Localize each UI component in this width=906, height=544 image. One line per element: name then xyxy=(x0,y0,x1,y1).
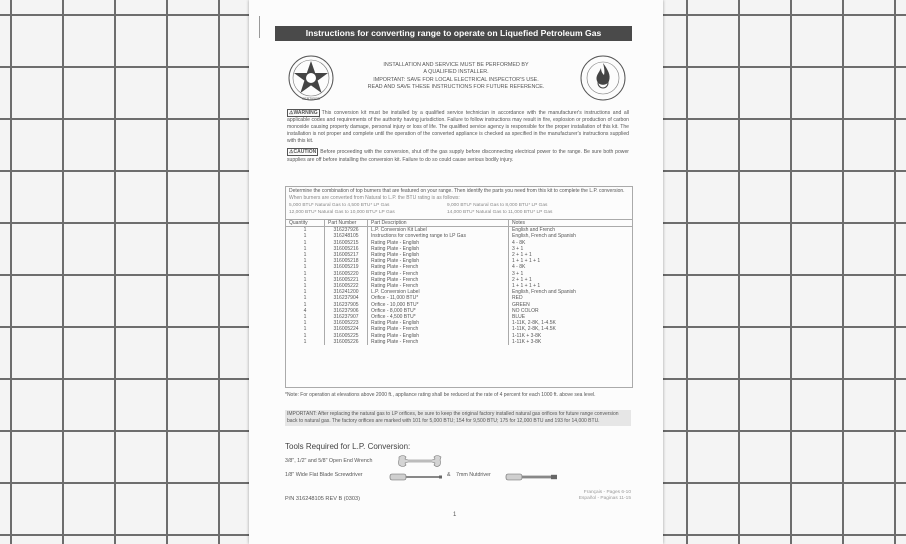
cell-description: Rating Plate - French xyxy=(368,264,509,270)
cell-notes: English and French xyxy=(509,227,633,234)
cell-part-number: 316005216 xyxy=(325,246,368,252)
important-notice: IMPORTANT: After replacing the natural gas to LP orifices, be sure to keep the original factory installed natural gas orifices for future range conversion back to natural gas. The factory orifices are marked with 101 for 5,000 BTU; 154 for 9,500 BTU; 175 for 12,000 BTU and 193 for 14,000 BTU. xyxy=(285,410,631,426)
cell-part-number: 316005215 xyxy=(325,240,368,246)
nutdriver-icon xyxy=(505,472,559,482)
page-crease xyxy=(259,16,260,38)
warning-section xyxy=(287,109,629,167)
cell-part-number: 316005221 xyxy=(325,277,368,283)
cell-part-number: 316005217 xyxy=(325,252,368,258)
tool-screwdriver-text: 1/8" Wide Flat Blade Screwdriver xyxy=(285,472,363,478)
cell-description: Orifice - 8,000 BTU* xyxy=(368,308,509,314)
cell-description: Orifice - 10,000 BTU* xyxy=(368,302,509,308)
cell-part-number: 316005219 xyxy=(325,264,368,270)
cell-notes: 1-11K + 3-8K xyxy=(509,333,633,339)
cell-quantity: 1 xyxy=(303,295,307,302)
cert-logo-text: CERTIFIED xyxy=(302,97,320,101)
cell-description: Orifice - 4,500 BTU* xyxy=(368,314,509,320)
cell-description: L.P. Conversion Kit Label xyxy=(368,227,509,234)
cell-part-number: 316248105 xyxy=(325,233,368,239)
cell-quantity: 1 xyxy=(303,252,307,259)
spanish-pages: Español - Paginas 11-15 xyxy=(578,496,631,502)
cell-notes: English, French and Spanish xyxy=(509,289,633,295)
cell-notes: 1 + 1 + 1 + 1 xyxy=(509,258,633,264)
cell-quantity: 4 xyxy=(303,307,307,314)
parts-table xyxy=(286,219,632,345)
intro-line: READ AND SAVE THESE INSTRUCTIONS FOR FUTURE REFERENCE. xyxy=(367,84,545,91)
determine-text: Determine the combination of top burners that are featured on your range. Then identify the parts you need from this kit to complete the L.P. conversion. When burners are converted from Natural to L.P. the BTU rating is as follows: xyxy=(289,188,625,201)
cell-part-number: 316237926 xyxy=(325,227,368,234)
cell-description: Rating Plate - French xyxy=(368,277,509,283)
cell-notes: BLUE xyxy=(509,314,633,320)
cell-part-number: 316237904 xyxy=(325,295,368,301)
cell-description: Rating Plate - French xyxy=(368,339,509,345)
alert-triangle-icon: ⚠ xyxy=(289,149,294,156)
parts-table-body xyxy=(286,227,632,345)
header-part-number: Part Number xyxy=(325,220,368,227)
cell-quantity: 1 xyxy=(303,326,307,333)
cell-quantity: 1 xyxy=(303,320,307,327)
instruction-sheet xyxy=(249,0,663,544)
cell-part-number: 316237905 xyxy=(325,302,368,308)
cell-part-number: 316005225 xyxy=(325,333,368,339)
cell-notes: 1-11K + 3-8K xyxy=(509,339,633,345)
cell-description: Instructions for converting range to LP Gas xyxy=(368,233,509,239)
cell-part-number: 316005226 xyxy=(325,339,368,345)
cell-description: Rating Plate - English xyxy=(368,320,509,326)
cell-notes: NO COLOR xyxy=(509,308,633,314)
cell-part-number: 316005224 xyxy=(325,326,368,332)
warning-label: ⚠WARNING xyxy=(289,110,318,116)
tools-heading: Tools Required for L.P. Conversion: xyxy=(285,442,411,451)
conversion-item: 5,000 BTU* Natural Gas to 4,500 BTU* LP Gas xyxy=(289,203,390,208)
header-notes: Notes xyxy=(509,220,633,227)
cell-part-number: 316237907 xyxy=(325,314,368,320)
tool-wrench-text: 3/8", 1/2" and 5/8" Open End Wrench xyxy=(285,458,373,464)
french-pages: Français - Pages 6-10 xyxy=(583,490,631,495)
cell-quantity: 1 xyxy=(303,258,307,265)
cell-description: Rating Plate - English xyxy=(368,252,509,258)
cell-notes: 1-11K, 2-8K, 1-4.5K xyxy=(509,326,633,332)
cell-description: L.P. Conversion Label xyxy=(368,289,509,295)
certification-star-logo xyxy=(287,54,335,102)
cell-quantity: 1 xyxy=(303,283,307,290)
cell-quantity: 1 xyxy=(303,301,307,308)
tool-ampersand: & xyxy=(447,472,451,478)
table-row xyxy=(286,339,632,345)
alert-triangle-icon: ⚠ xyxy=(289,110,294,116)
header-quantity: Quantity xyxy=(286,220,325,227)
cell-part-number: 316241200 xyxy=(325,289,368,295)
cell-part-number: 316237906 xyxy=(325,308,368,314)
elevation-note: *Note: For operation at elevations above 2000 ft., appliance rating shall be reduced at the rate of 4 percent for each 1000 ft. above sea level. xyxy=(285,392,596,398)
cell-description: Rating Plate - French xyxy=(368,283,509,289)
cell-notes: 1 + 1 + 1 + 1 xyxy=(509,283,633,289)
cell-notes: GREEN xyxy=(509,302,633,308)
cell-part-number: 316005223 xyxy=(325,320,368,326)
cell-description: Rating Plate - English xyxy=(368,258,509,264)
cell-notes: 4 - 8K xyxy=(509,240,633,246)
warning-paragraph xyxy=(287,109,629,145)
cell-quantity: 1 xyxy=(303,338,307,345)
cell-quantity: 1 xyxy=(303,239,307,246)
intro-line: INSTALLATION AND SERVICE MUST BE PERFORMED BY xyxy=(383,62,529,68)
cell-quantity: 1 xyxy=(303,245,307,252)
page-number: 1 xyxy=(453,512,457,518)
cell-part-number: 316005220 xyxy=(325,271,368,277)
btu-conversions xyxy=(286,202,632,216)
cell-notes: 3 + 1 xyxy=(509,246,633,252)
caution-paragraph xyxy=(287,148,629,163)
table-row xyxy=(286,227,632,234)
cell-notes: English, French and Spanish xyxy=(509,233,633,239)
cell-description: Rating Plate - French xyxy=(368,326,509,332)
cell-quantity: 1 xyxy=(303,227,307,234)
parts-box xyxy=(285,186,633,388)
cell-quantity: 1 xyxy=(303,264,307,271)
intro-line: A QUALIFIED INSTALLER. xyxy=(423,69,489,76)
cell-notes: 1-11K, 2-8K, 1-4.5K xyxy=(509,320,633,326)
caution-label: ⚠CAUTION xyxy=(289,149,317,156)
cell-quantity: 1 xyxy=(303,289,307,296)
cell-quantity: 1 xyxy=(303,332,307,339)
tool-nutdriver-text: 7mm Nutdriver xyxy=(456,472,491,478)
wrench-icon xyxy=(397,454,443,468)
cell-notes: RED xyxy=(509,295,633,301)
header-description: Part Description xyxy=(368,220,509,227)
cell-notes: 4 - 8K xyxy=(509,264,633,270)
cell-notes: 2 + 1 + 1 xyxy=(509,277,633,283)
cell-part-number: 316005222 xyxy=(325,283,368,289)
cell-notes: 3 + 1 xyxy=(509,271,633,277)
cell-description: Orifice - 11,000 BTU* xyxy=(368,295,509,301)
cell-quantity: 1 xyxy=(303,314,307,321)
cell-description: Rating Plate - English xyxy=(368,333,509,339)
cell-description: Rating Plate - English xyxy=(368,246,509,252)
warning-text: This conversion kit must be installed by a qualified service technician in accordance with the manufacturer's instructions and all applicable codes and requirements of the authority having jurisdiction. Failure to follow instructions may result in fire, explosion or production of carbon monoxide causing property damage, personal injury or loss of life. The qualified service agency is responsible for the proper installation of this kit. The installation is not proper and complete until the operation of the converted appliance is checked as specified in the manufacturer's instructions supplied with this kit. xyxy=(287,110,629,145)
screwdriver-icon xyxy=(389,472,443,482)
conversion-item: 14,000 BTU* Natural Gas to 11,000 BTU* LP Gas xyxy=(447,210,553,215)
cell-description: Rating Plate - French xyxy=(368,271,509,277)
cell-quantity: 1 xyxy=(303,276,307,283)
cell-part-number: 316005218 xyxy=(325,258,368,264)
cell-quantity: 1 xyxy=(303,270,307,277)
btu-intro: When burners are converted from Natural to L.P. the BTU rating is as follows: xyxy=(289,195,460,201)
cell-quantity: 1 xyxy=(303,233,307,240)
cell-notes: 2 + 1 + 1 xyxy=(509,252,633,258)
part-number: P/N 316248105 REV B (0303) xyxy=(285,496,360,502)
document-title: Instructions for converting range to operate on Liquefied Petroleum Gas xyxy=(275,26,632,41)
table-header-row xyxy=(286,220,632,227)
intro-line: IMPORTANT: SAVE FOR LOCAL ELECTRICAL INSPECTOR'S USE. xyxy=(373,76,539,83)
caution-text: Before proceeding with the conversion, shut off the gas supply before disconnecting electrical power to the range. Be sure both power supplies are off before installing the conversion kit. Failure to do so could cause serious bodily injury. xyxy=(287,149,629,163)
cell-description: Rating Plate - English xyxy=(368,240,509,246)
conversion-item: 9,000 BTU* Natural Gas to 8,000 BTU* LP Gas xyxy=(447,203,548,208)
conversion-item: 12,000 BTU* Natural Gas to 10,000 BTU* LP Gas xyxy=(289,210,395,215)
gas-flame-logo xyxy=(579,54,627,102)
intro-text xyxy=(345,62,567,92)
language-pages xyxy=(579,490,631,503)
